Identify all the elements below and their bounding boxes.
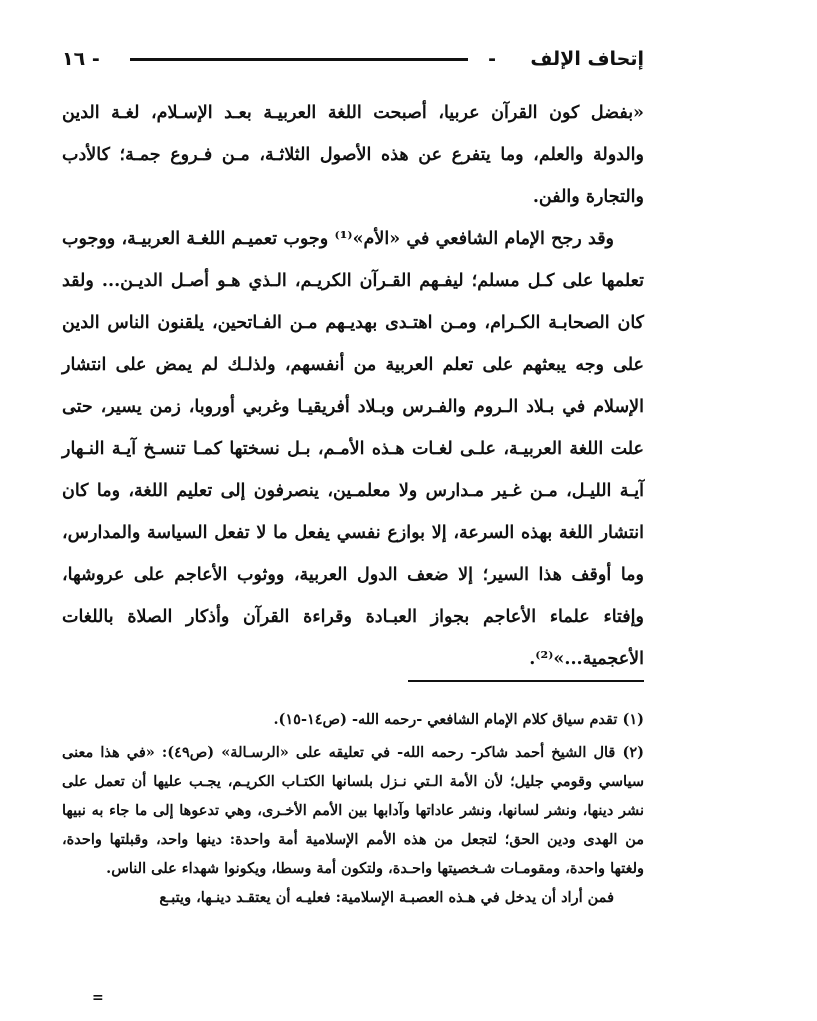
main-text: [62, 92, 644, 680]
footnote-2-continuation: فمن أراد أن يدخل في هـذه العصبـة الإسلامية: فعليـه أن يعتقـد دينـها، ويتبـع: [159, 889, 614, 906]
page-header: [62, 44, 644, 80]
page-number: - ١٦: [62, 48, 100, 70]
title-dash: -: [488, 48, 496, 70]
paragraph-2: وقد رجح الإمام الشافعي في «الأم»⁽¹⁾ وجوب تعميـم اللغـة العربيـة، ووجوب تعلمها على كـل مسلم؛ ليفـهم القـرآن الكريـم، الـذي هـو أصـل الديـن... ولقد كان الصحابـة الكـرام، ومـن اهتـدى بهديـهم مـن الفـاتحين، يلقنون الناس الدين على وجه يبعثهم على تعلم العربية من أنفسهم، ولذلـك لم يمض على انتشار الإسلام في بـلاد الـروم والفـرس وبـلاد أفريقيـا وغربي أوروبا، زمن يسير، حتى علت اللغة العربيـة، علـى لغـات هـذه الأمـم، بـل نسختها كمـا تنسـخ آيـة النـهار آيـة الليـل، مـن غـير مـدارس ولا معلمـين، ينصرفون إلى تعليم اللغة، وما كان انتشار اللغة بهذه السرعة، إلا بوازع نفسي يفعل ما لا تفعل السياسة والمدارس، وما أوقف هذا السير؛ إلا ضعف الدول العربية، ووثوب الأعاجم على عروشها، وإفتاء علماء الأعاجم بجواز العبـادة وقراءة القرآن وأذكار الصلاة باللغات الأعجمية...»⁽²⁾.: [62, 229, 644, 669]
running-title: إتحاف الإلف: [530, 48, 644, 70]
footnote-2: (٢) قال الشيخ أحمد شاكر- رحمه الله- في تعليقه على «الرسـالة» (ص٤٩): «في هذا معنى سياسي وقومي جليل؛ لأن الأمة الـتي نـزل بلسانها الكتـاب الكريـم، يجـب عليها أن تعمل على نشر دينها، ونشر لسانها، ونشر عاداتها وآدابها بين الأمم الأخـرى، وهي تدعوها إلى ما جاء به نبيها من الهدى ودين الحق؛ لتجعل من هذه الأمم الإسلامية أمة واحدة: دينها واحد، وقبلتها واحدة، ولغتها واحدة، ومقومـات شـخصيتها واحـدة، ولتكون أمة وسطا، ويكونوا شهداء على الناس.: [62, 744, 644, 877]
footnote-1: (١) تقدم سياق كلام الإمام الشافعي -رحمه الله- (ص١٤-١٥).: [273, 711, 644, 728]
paragraph-1: «بفضل كون القرآن عربيا، أصبحت اللغة العربيـة بعـد الإسـلام، لغـة الدين والدولة والعلم، وما يتفرع عن هذه الأصول الثلاثـة، مـن فـروع جمـة؛ كالأدب والتجارة والفن.: [62, 103, 644, 207]
footnote-separator: [408, 680, 644, 682]
footnotes: [62, 705, 644, 912]
continuation-mark: =: [92, 990, 104, 1006]
header-rule: [130, 58, 468, 61]
